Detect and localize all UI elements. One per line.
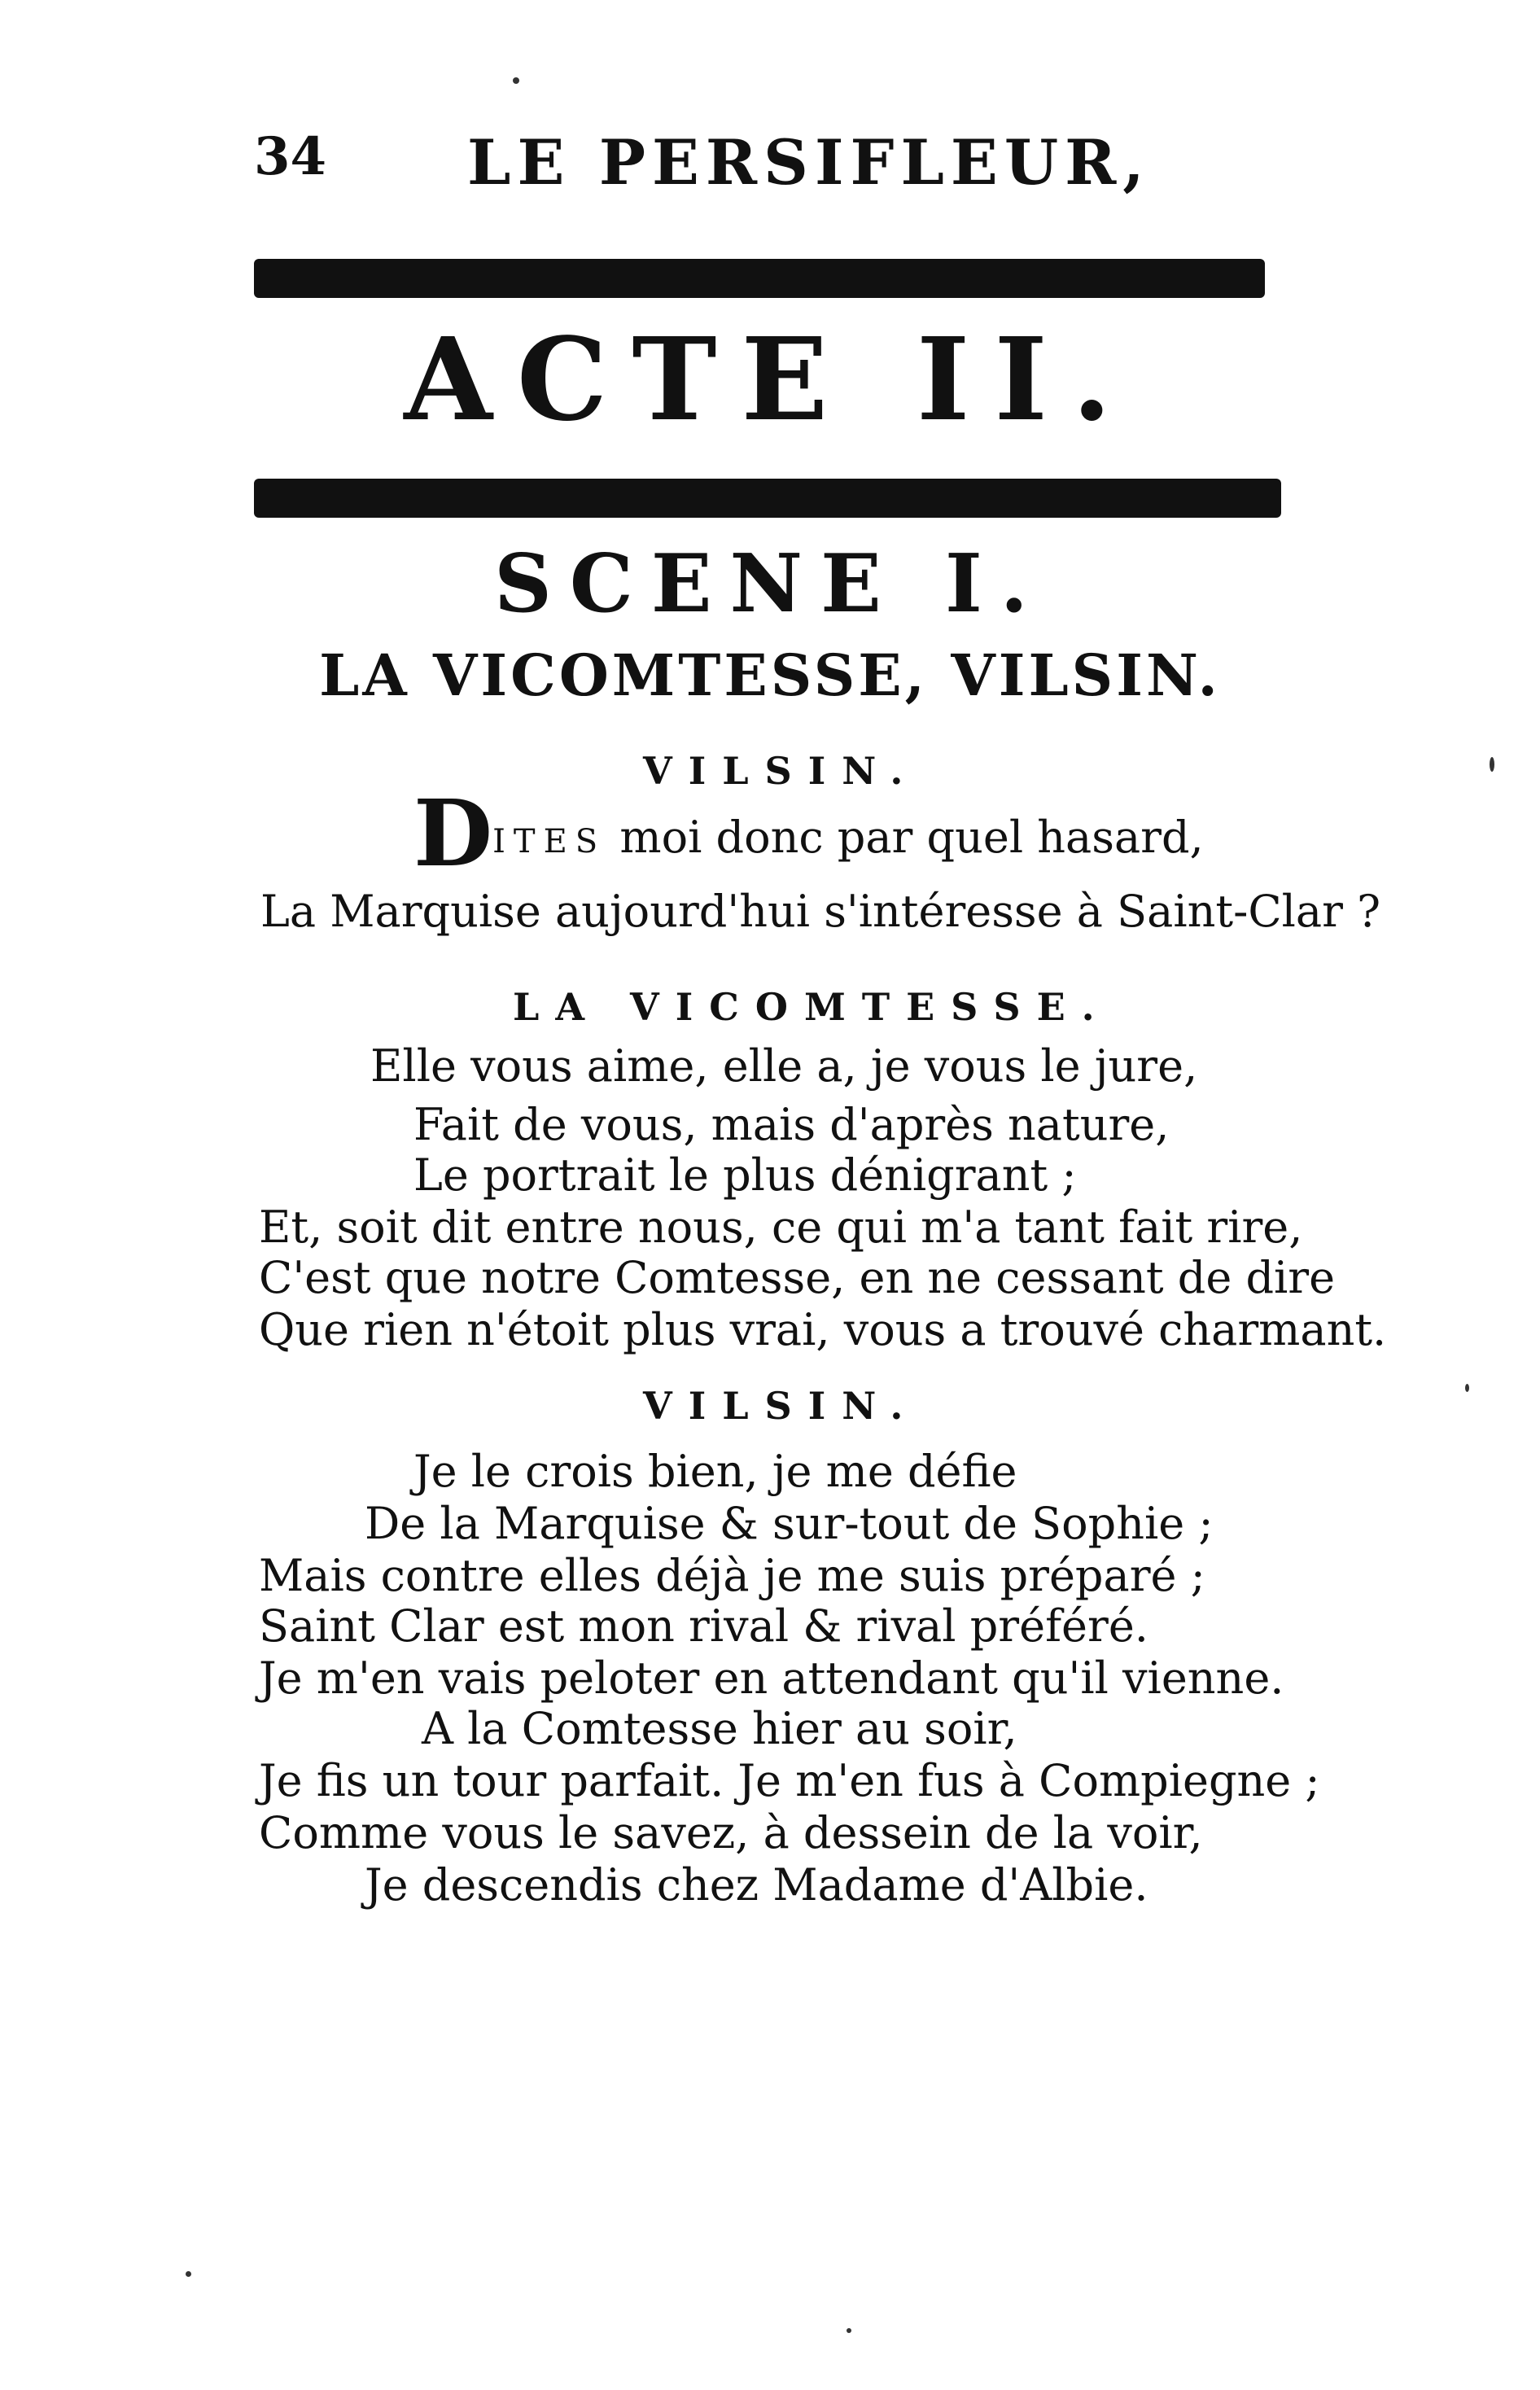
verse-line <box>413 781 1204 887</box>
verse-line: Je fis un tour parfait. Je m'en fus à Compiegne ; <box>259 1755 1320 1806</box>
ornamental-rule-bottom <box>254 479 1281 518</box>
character-list: LA VICOMTESSE, VILSIN. <box>319 641 1221 709</box>
verse-line: Je m'en vais peloter en attendant qu'il vienne. <box>259 1652 1284 1704</box>
verse-text: moi donc par quel hasard, <box>606 812 1204 863</box>
scan-speck <box>1490 757 1494 772</box>
verse-line: Mais contre elles déjà je me suis préparé ; <box>259 1550 1205 1601</box>
verse-line: Je le crois bien, je me défie <box>413 1446 1017 1497</box>
verse-line: Saint Clar est mon rival & rival préféré. <box>259 1600 1148 1652</box>
verse-line: Que rien n'étoit plus vrai, vous a trouvé charmant. <box>259 1304 1387 1355</box>
verse-line: La Marquise aujourd'hui s'intéresse à Saint-Clar ? <box>260 886 1381 937</box>
act-title: ACTE II. <box>404 313 1136 447</box>
verse-line: Elle vous aime, elle a, je vous le jure, <box>370 1040 1198 1092</box>
verse-line: A la Comtesse hier au soir, <box>422 1703 1017 1754</box>
verse-line: Je descendis chez Madame d'Albie. <box>365 1859 1148 1911</box>
scan-speck <box>847 2328 851 2333</box>
speaker-label: LA VICOMTESSE. <box>513 985 1111 1029</box>
scene-title: SCENE I. <box>494 537 1046 631</box>
verse-line: Et, soit dit entre nous, ce qui m'a tant fait rire, <box>259 1202 1303 1253</box>
verse-line: Fait de vous, mais d'après nature, <box>413 1099 1170 1150</box>
verse-line: Le portrait le plus dénigrant ; <box>413 1149 1077 1201</box>
verse-line: C'est que notre Comtesse, en ne cessant de dire <box>259 1252 1336 1303</box>
running-title: LE PERSIFLEUR, <box>467 126 1151 199</box>
scan-speck <box>186 2271 191 2277</box>
verse-line: De la Marquise & sur-tout de Sophie ; <box>365 1498 1214 1549</box>
ornamental-rule-top <box>254 259 1265 298</box>
speaker-label: VILSIN. <box>643 749 920 793</box>
speaker-label: VILSIN. <box>643 1384 920 1428</box>
scan-speck <box>1465 1384 1469 1392</box>
scan-speck <box>513 77 519 84</box>
drop-cap-rest: ITES <box>492 823 606 860</box>
drop-cap: D <box>413 781 493 887</box>
verse-line: Comme vous le savez, à dessein de la voir, <box>259 1807 1203 1858</box>
page-header <box>254 126 1312 216</box>
page-number: 34 <box>254 126 327 187</box>
